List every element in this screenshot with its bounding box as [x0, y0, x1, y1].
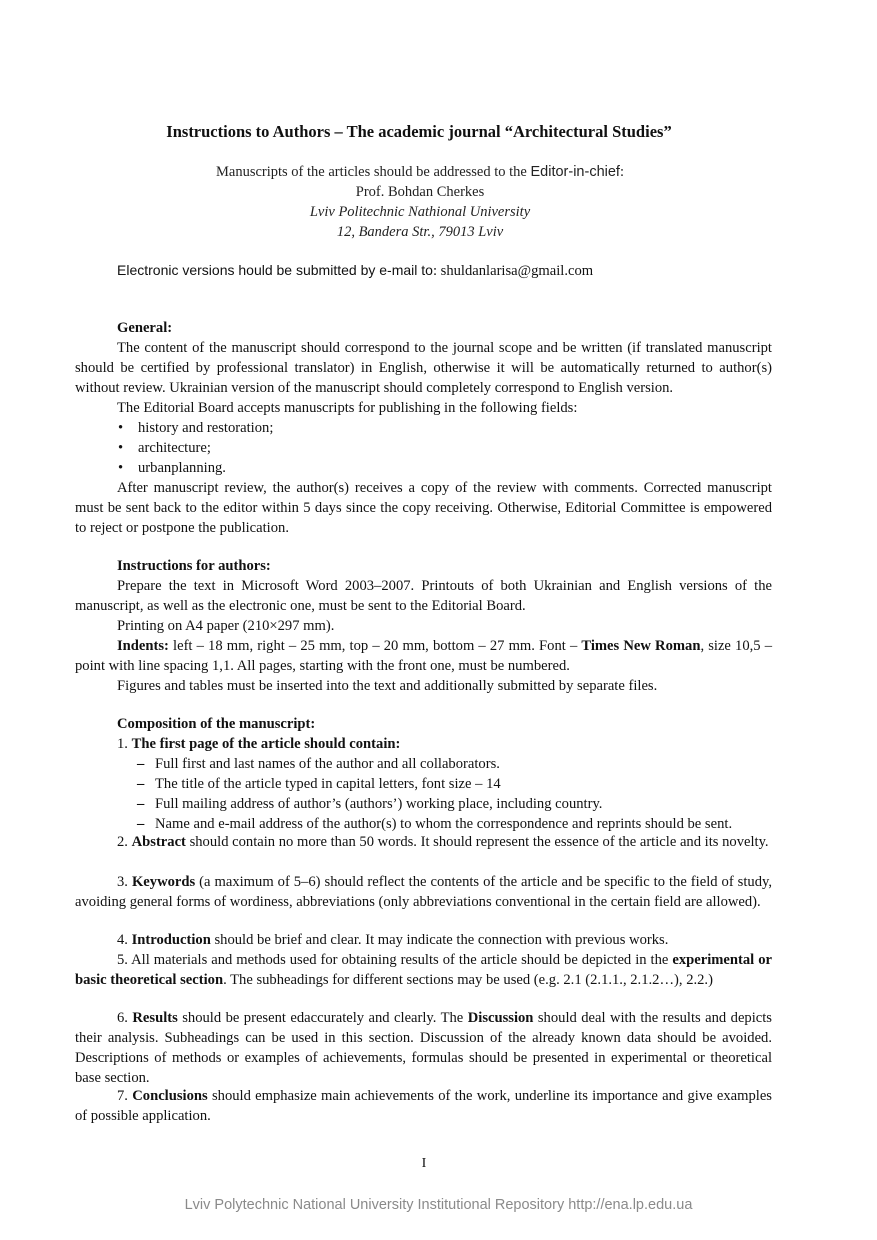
list-item: – Full first and last names of the author and all collaborators.: [137, 756, 500, 772]
general-paragraph-1: The content of the manuscript should correspond to the journal scope and be written (if translated manuscript should be certified by professional translator) in English, otherwise it will be automatically returned to author(s) without review. Ukrainian version of the manuscript should completely correspond to English version.: [75, 340, 772, 396]
composition-heading: Composition of the manuscript:: [117, 716, 316, 732]
composition-item-2: 2. Abstract should contain no more than 50 words. It should represent the essence of the article and its novelty.: [117, 834, 769, 850]
list-item: • urbanplanning.: [118, 460, 226, 476]
instructions-paper: Printing on A4 paper (210×297 mm).: [117, 618, 335, 634]
bullet-icon: •: [118, 460, 124, 476]
list-item: – Name and e-mail address of the author(s) to whom the correspondence and reprints should be sent.: [137, 816, 733, 832]
general-heading: General:: [117, 320, 173, 336]
page-number: I: [421, 1156, 427, 1171]
submission-email: shuldanlarisa@gmail.com: [440, 263, 594, 279]
bullet-icon: •: [118, 420, 124, 436]
composition-item-6: 6. Results should be present edaccurately and clearly. The Discussion should deal with the results and depicts their analysis. Subheadings can be used in this section. Discussion of the already known data should be avoided. Descriptions of methods or examples of achievements, formulas should be presented in experimental or theoretical base section.: [75, 1010, 772, 1086]
composition-item-5: 5. All materials and methods used for obtaining results of the article should be depicted in the experimental or basic theoretical section. The subheadings for different sections may be used (e.g. 2.1 (2.1.1., 2.1.2…), 2.2.): [75, 952, 772, 988]
address-intro: Manuscripts of the articles should be addressed to the Editor-in-chief:: [216, 164, 624, 180]
instructions-paragraph-1: Prepare the text in Microsoft Word 2003–2007. Printouts of both Ukrainian and English versions of the manuscript, as well as the electronic one, must be sent to the Editorial Board.: [75, 578, 772, 614]
composition-item-7: 7. Conclusions should emphasize main achievements of the work, underline its importance and give examples of possible application.: [75, 1088, 772, 1124]
instructions-figures: Figures and tables must be inserted into the text and additionally submitted by separate files.: [117, 678, 658, 694]
list-item: • architecture;: [118, 440, 211, 456]
composition-item-4: 4. Introduction should be brief and clear. It may indicate the connection with previous works.: [117, 932, 669, 948]
list-item: – Full mailing address of author’s (authors’) working place, including country.: [137, 796, 603, 812]
page-title: Instructions to Authors – The academic journal “Architectural Studies”: [166, 122, 672, 141]
instructions-indents: Indents: left – 18 mm, right – 25 mm, top – 20 mm, bottom – 27 mm. Font – Times New Roman, size 10,5 – point with line spacing 1,1. All pages, starting with the front one, must be numbered.: [75, 638, 772, 674]
electronic-submission: Electronic versions hould be submitted by e-mail to: shuldanlarisa@gmail.com: [117, 262, 594, 279]
composition-item-3: 3. Keywords (a maximum of 5–6) should reflect the contents of the article and be specific to the field of study, avoiding general forms of wordiness, abbreviations (only abbreviations conventional in the certain field are allowed).: [75, 874, 772, 910]
list-item: – The title of the article typed in capital letters, font size – 14: [137, 776, 501, 792]
editor-name: Prof. Bohdan Cherkes: [355, 184, 485, 200]
editor-university: Lviv Politechnic Nathional University: [309, 204, 531, 220]
editor-street: 12, Bandera Str., 79013 Lviv: [336, 224, 504, 240]
fields-intro: The Editorial Board accepts manuscripts for publishing in the following fields:: [117, 400, 578, 416]
repository-footer: Lviv Polytechnic National University Institutional Repository http://ena.lp.edu.ua: [184, 1197, 693, 1213]
composition-item-1: 1. The first page of the article should contain:: [117, 736, 401, 752]
list-item: • history and restoration;: [118, 420, 274, 436]
bullet-icon: •: [118, 440, 124, 456]
editor-in-chief-label: Editor-in-chief: [530, 164, 620, 180]
general-paragraph-2: After manuscript review, the author(s) receives a copy of the review with comments. Corrected manuscript must be sent back to the editor within 5 days since the copy receiving. Otherwise, Editorial Committee is empowered to reject or postpone the publication.: [75, 480, 772, 536]
instructions-heading: Instructions for authors:: [117, 558, 271, 574]
